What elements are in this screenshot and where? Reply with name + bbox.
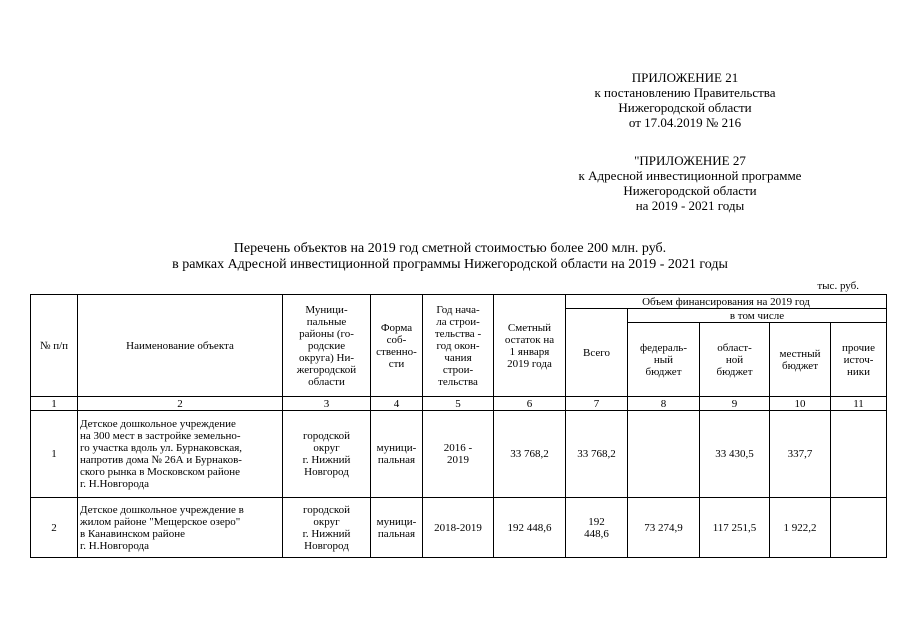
row-other [831, 498, 887, 558]
column-number: 3 [283, 397, 371, 411]
appendix-21-line: Нижегородской области [618, 100, 752, 115]
header-other: прочие источ- ники [831, 323, 887, 397]
header-remaining: Сметный остаток на 1 января 2019 года [494, 295, 566, 397]
row-ownership: муници- пальная [371, 411, 423, 498]
row-federal: 73 274,9 [628, 498, 700, 558]
title-line-1: Перечень объектов на 2019 год сметной стоимостью более 200 млн. руб. [233, 241, 667, 256]
appendix-27-line: Нижегородской области [623, 183, 757, 198]
row-total: 192 448,6 [566, 498, 628, 558]
header-financing: Объем финансирования на 2019 год [566, 295, 887, 309]
header-ownership: Форма соб- ственно- сти [371, 295, 423, 397]
column-number: 4 [371, 397, 423, 411]
column-number: 2 [78, 397, 283, 411]
header-including: в том числе [628, 309, 887, 323]
row-federal [628, 411, 700, 498]
column-numbers-row [31, 397, 887, 411]
column-number: 10 [770, 397, 831, 411]
row-ownership: муници- пальная [371, 498, 423, 558]
column-number: 6 [494, 397, 566, 411]
row-regional: 33 430,5 [700, 411, 770, 498]
column-number: 5 [423, 397, 494, 411]
appendix-27-line: "ПРИЛОЖЕНИЕ 27 [634, 153, 746, 168]
header-local: местный бюджет [770, 323, 831, 397]
row-remaining: 33 768,2 [494, 411, 566, 498]
row-object-name: Детское дошкольное учреждение в жилом районе "Мещерское озеро" в Канавинском районе г. Н.Новгорода [78, 498, 283, 558]
document-title [120, 241, 780, 273]
appendix-27-line: на 2019 - 2021 годы [635, 198, 745, 213]
header-num: № п/п [31, 295, 78, 397]
row-local: 1 922,2 [770, 498, 831, 558]
title-line-2: в рамках Адресной инвестиционной программы Нижегородской области на 2019 - 2021 годы [172, 257, 728, 272]
row-district: городской округ г. Нижний Новгород [283, 498, 371, 558]
header-total: Всего [566, 309, 628, 397]
column-number: 9 [700, 397, 770, 411]
header-federal: федераль- ный бюджет [628, 323, 700, 397]
appendix-21-line: от 17.04.2019 № 216 [628, 115, 742, 130]
appendix-21-header [570, 70, 800, 130]
header-district: Муници- пальные районы (го- родские округа) Ни- жегородской области [283, 295, 371, 397]
objects-table [30, 294, 887, 558]
row-remaining: 192 448,6 [494, 498, 566, 558]
column-number: 1 [31, 397, 78, 411]
column-number: 11 [831, 397, 887, 411]
row-other [831, 411, 887, 498]
header-name: Наименование объекта [78, 295, 283, 397]
appendix-27-header [560, 153, 820, 213]
row-object-name: Детское дошкольное учреждение на 300 мест в застройке земельно- го участка вдоль ул. Бурнаковская, напротив дома № 26А и Бурнаков- ского рынка в Московском районе г. Н.Новгорода [78, 411, 283, 498]
row-district: городской округ г. Нижний Новгород [283, 411, 371, 498]
column-number: 8 [628, 397, 700, 411]
header-years: Год нача- ла строи- тельства - год окон- чания строи- тельства [423, 295, 494, 397]
table-row [31, 498, 887, 558]
row-total: 33 768,2 [566, 411, 628, 498]
row-local: 337,7 [770, 411, 831, 498]
row-years: 2016 - 2019 [423, 411, 494, 498]
row-num: 2 [31, 498, 78, 558]
units-label: тыс. руб. [817, 280, 859, 292]
appendix-21-line: к постановлению Правительства [594, 85, 776, 100]
appendix-27-line: к Адресной инвестиционной программе [578, 168, 802, 183]
appendix-21-line: ПРИЛОЖЕНИЕ 21 [631, 70, 739, 85]
column-number: 7 [566, 397, 628, 411]
table-row [31, 411, 887, 498]
row-regional: 117 251,5 [700, 498, 770, 558]
header-regional: област- ной бюджет [700, 323, 770, 397]
row-num: 1 [31, 411, 78, 498]
row-years: 2018-2019 [423, 498, 494, 558]
